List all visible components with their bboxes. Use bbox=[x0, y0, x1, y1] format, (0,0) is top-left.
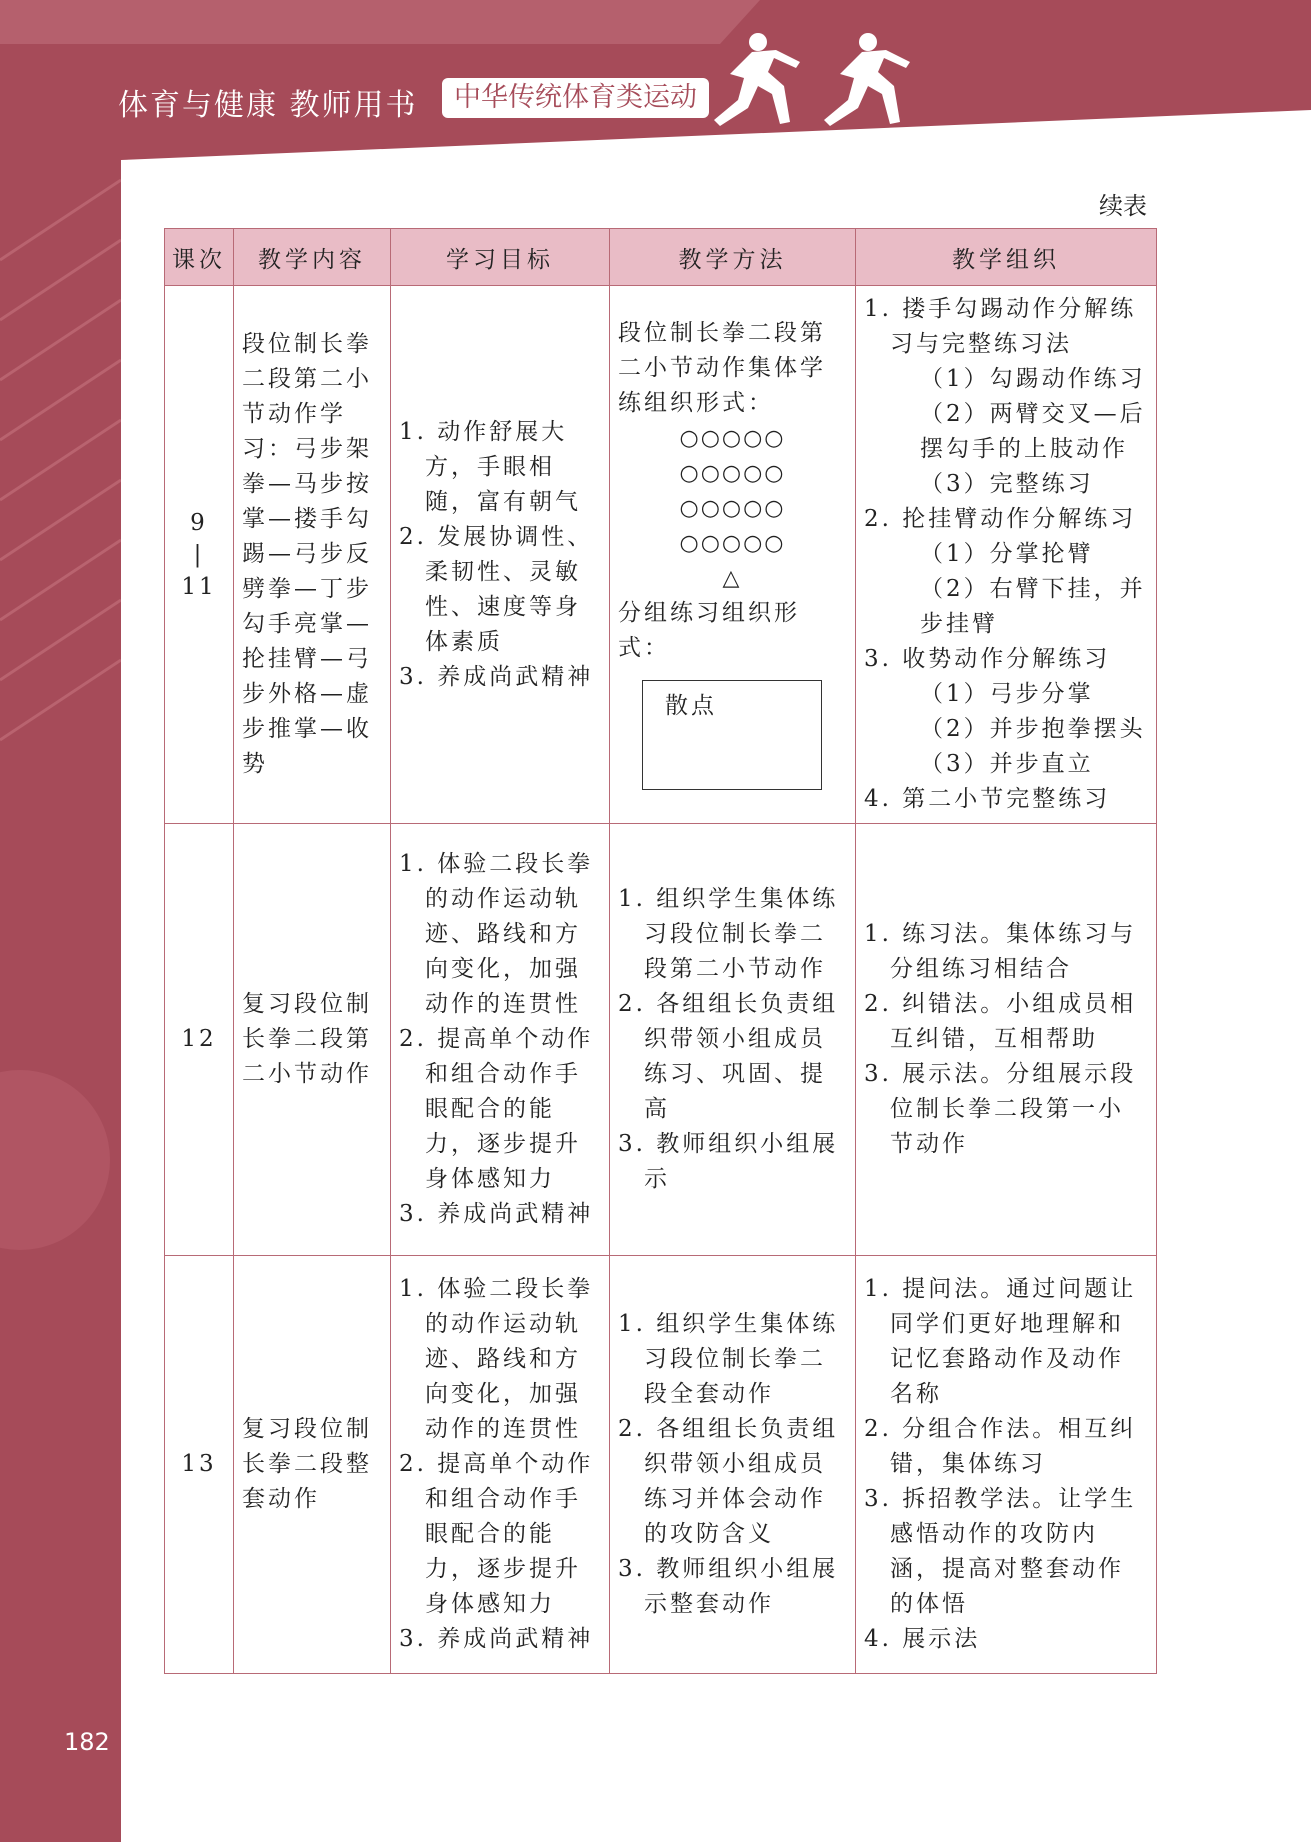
goal-item: 2. 提高单个动作和组合动作手眼配合的能力，逐步提升身体感知力 bbox=[399, 1026, 594, 1192]
teaching-organization bbox=[856, 286, 1157, 824]
goal-item: 2. 提高单个动作和组合动作手眼配合的能力，逐步提升身体感知力 bbox=[399, 1451, 594, 1617]
scatter-label: 散点 bbox=[665, 692, 717, 719]
org-subitem: （2）两臂交叉—后摆勾手的上肢动作 bbox=[920, 401, 1146, 462]
goal-item: 2. 发展协调性、柔韧性、灵敏性、速度等身体素质 bbox=[399, 523, 594, 655]
learning-goals bbox=[391, 1256, 610, 1674]
org-subitem: （2）并步抱拳摆头 bbox=[920, 716, 1146, 742]
org-subitem: （3）完整练习 bbox=[920, 471, 1094, 497]
table-row bbox=[165, 1256, 1157, 1674]
method-item: 2. 各组组长负责组织带领小组成员练习、巩固、提高 bbox=[618, 991, 839, 1122]
goal-item: 3. 养成尚武精神 bbox=[399, 1201, 594, 1227]
table-header-row bbox=[165, 229, 1157, 286]
teaching-content: 复习段位制长拳二段第二小节动作 bbox=[234, 824, 391, 1256]
lesson-range-bar: | bbox=[193, 541, 205, 568]
lesson-number: 12 bbox=[165, 824, 234, 1256]
org-subitem: （2）右臂下挂，并步挂臂 bbox=[920, 576, 1146, 637]
lesson-number bbox=[165, 286, 234, 824]
student-row: ○○○○○ bbox=[679, 530, 786, 556]
method-item: 3. 教师组织小组展示 bbox=[618, 1131, 839, 1192]
org-item: 1. 练习法。集体练习与分组练习相结合 bbox=[864, 921, 1137, 982]
org-item-text: 1. 搂手勾踢动作分解练习与完整练习法 bbox=[864, 296, 1137, 357]
formation-diagram bbox=[618, 421, 847, 596]
org-item-text: 4. 第二小节完整练习 bbox=[864, 786, 1111, 812]
goal-item: 1. 体验二段长拳的动作运动轨迹、路线和方向变化，加强动作的连贯性 bbox=[399, 1276, 594, 1442]
table-row bbox=[165, 824, 1157, 1256]
org-item: 3. 拆招教学法。让学生感悟动作的攻防内涵，提高对整套动作的体悟 bbox=[864, 1486, 1137, 1617]
scatter-box bbox=[642, 680, 822, 790]
table-row bbox=[165, 286, 1157, 824]
teaching-method bbox=[610, 824, 856, 1256]
method-intro: 段位制长拳二段第二小节动作集体学练组织形式： bbox=[618, 319, 826, 416]
lesson-plan-table bbox=[164, 228, 1157, 1674]
goal-item: 3. 养成尚武精神 bbox=[399, 1626, 594, 1652]
org-item bbox=[864, 502, 1148, 642]
method-item: 1. 组织学生集体练习段位制长拳二段第二小节动作 bbox=[618, 886, 839, 982]
student-row: ○○○○○ bbox=[679, 425, 786, 451]
continued-label: 续表 bbox=[1099, 192, 1147, 220]
header-content: 教学内容 bbox=[234, 229, 391, 286]
org-item: 3. 展示法。分组展示段位制长拳二段第一小节动作 bbox=[864, 1061, 1137, 1157]
org-item: 2. 纠错法。小组成员相互纠错，互相帮助 bbox=[864, 991, 1137, 1052]
teacher-triangle-icon: △ bbox=[722, 565, 743, 591]
header-method: 教学方法 bbox=[610, 229, 856, 286]
org-item-text: 3. 收势动作分解练习 bbox=[864, 646, 1111, 672]
learning-goals bbox=[391, 824, 610, 1256]
header-goals: 学习目标 bbox=[391, 229, 610, 286]
goal-item: 3. 养成尚武精神 bbox=[399, 663, 594, 690]
group-practice-label: 分组练习组织形式： bbox=[618, 599, 800, 661]
org-subitem: （3）并步直立 bbox=[920, 751, 1094, 777]
teaching-content: 段位制长拳二段第二小节动作学习：弓步架拳—马步按掌—搂手勾踢—弓步反劈拳—丁步勾手亮掌—抡挂臂—弓步外格—虚步推掌—收势 bbox=[234, 286, 391, 824]
section-badge: 中华传统体育类运动 bbox=[442, 78, 709, 118]
goal-item: 1. 体验二段长拳的动作运动轨迹、路线和方向变化，加强动作的连贯性 bbox=[399, 851, 594, 1017]
teaching-content: 复习段位制长拳二段整套动作 bbox=[234, 1256, 391, 1674]
lesson-start: 9 bbox=[190, 509, 208, 536]
teaching-organization bbox=[856, 824, 1157, 1256]
lesson-end: 11 bbox=[181, 573, 217, 600]
student-row: ○○○○○ bbox=[679, 495, 786, 521]
org-subitem: （1）分掌抡臂 bbox=[920, 541, 1094, 567]
header-organization: 教学组织 bbox=[856, 229, 1157, 286]
org-item-text: 2. 抡挂臂动作分解练习 bbox=[864, 506, 1137, 532]
org-subitem: （1）勾踢动作练习 bbox=[920, 366, 1146, 392]
book-title: 体育与健康 教师用书 bbox=[118, 88, 418, 123]
method-item: 2. 各组组长负责组织带领小组成员练习并体会动作的攻防含义 bbox=[618, 1416, 839, 1547]
teaching-method bbox=[610, 286, 856, 824]
org-subitem: （1）弓步分掌 bbox=[920, 681, 1094, 707]
sidebar-stripes bbox=[0, 160, 121, 1842]
lesson-number: 13 bbox=[165, 1256, 234, 1674]
method-item: 1. 组织学生集体练习段位制长拳二段全套动作 bbox=[618, 1311, 839, 1407]
teaching-organization bbox=[856, 1256, 1157, 1674]
header-lesson: 课次 bbox=[165, 229, 234, 286]
goal-item: 1. 动作舒展大方，手眼相随，富有朝气 bbox=[399, 418, 581, 515]
page-number: 182 bbox=[64, 1728, 110, 1756]
runner-icon bbox=[700, 28, 920, 138]
org-item: 4. 展示法 bbox=[864, 1626, 981, 1652]
method-item: 3. 教师组织小组展示整套动作 bbox=[618, 1556, 839, 1617]
student-row: ○○○○○ bbox=[679, 460, 786, 486]
org-item bbox=[864, 782, 1148, 817]
org-item bbox=[864, 642, 1148, 782]
learning-goals bbox=[391, 286, 610, 824]
teaching-method bbox=[610, 1256, 856, 1674]
org-item bbox=[864, 292, 1148, 502]
org-item: 2. 分组合作法。相互纠错，集体练习 bbox=[864, 1416, 1137, 1477]
org-item: 1. 提问法。通过问题让同学们更好地理解和记忆套路动作及动作名称 bbox=[864, 1276, 1137, 1407]
